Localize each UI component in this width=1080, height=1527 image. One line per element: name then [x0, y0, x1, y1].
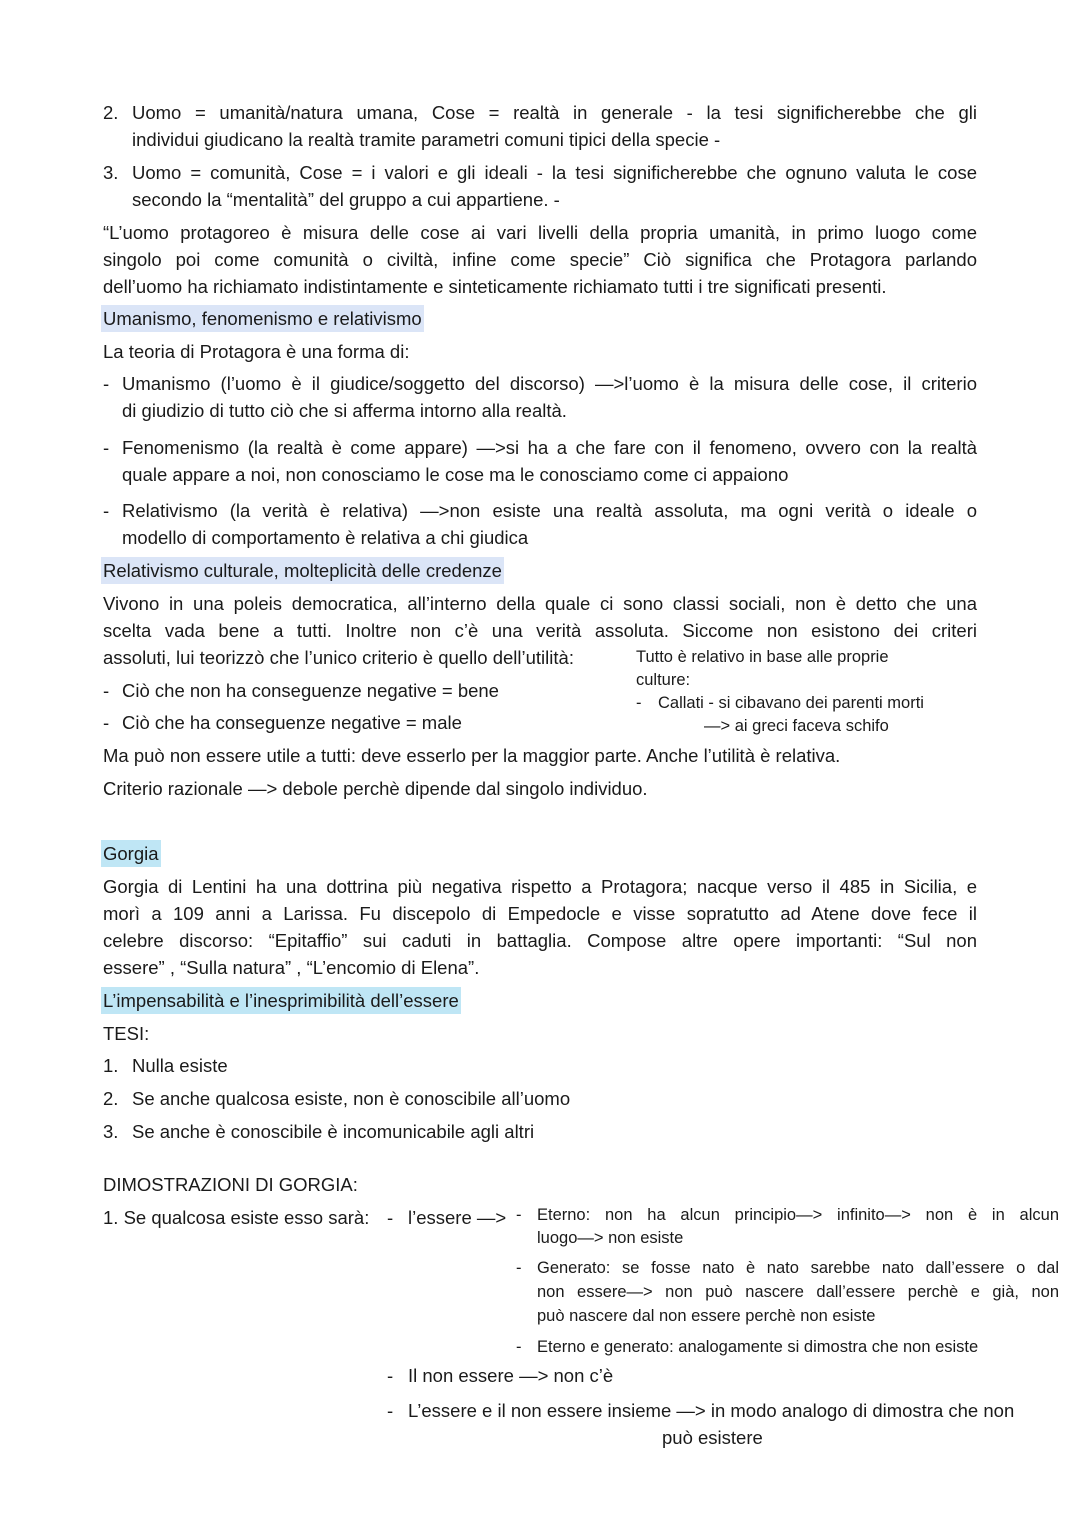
list-item-text: Uomo = comunità, Cose = i valori e gli ideali - la tesi significherebbe che ognuno valuta le cose — [132, 162, 977, 183]
list-item-text: Ciò che ha conseguenze negative = male — [122, 712, 462, 733]
paragraph-line: La teoria di Protagora è una forma di: — [103, 341, 410, 362]
sub-item-text: Eterno: non ha alcun principio—> infinito—> non è in alcun — [537, 1206, 1059, 1224]
list-item-text: Umanismo (l’uomo è il giudice/soggetto del discorso) —>l’uomo è la misura delle cose, il criterio — [122, 373, 977, 394]
list-number: 2. — [103, 1088, 119, 1109]
dimostrazioni-label: DIMOSTRAZIONI DI GORGIA: — [103, 1174, 358, 1195]
bullet-dash: - — [103, 712, 110, 733]
paragraph-line: essere” , “Sulla natura” , “L’encomio di Elena”. — [103, 957, 480, 978]
paragraph-line: Vivono in una poleis democratica, all’interno della quale ci sono classi sociali, non è detto che una — [103, 593, 977, 614]
sub-item-text: Eterno e generato: analogamente si dimostra che non esiste — [537, 1338, 979, 1356]
paragraph-line: scelta vada bene a tutti. Inoltre non c’è una verità assoluta. Siccome non esistono dei criteri — [103, 620, 977, 641]
list-item-text: individui giudicano la realtà tramite parametri comuni tipici della specie - — [132, 129, 721, 150]
paragraph-line: dell’uomo ha richiamato indistintamente e sinteticamente richiamato tutti i tre significati presenti. — [103, 276, 887, 297]
bullet-dash: - — [387, 1400, 394, 1421]
section-heading: Gorgia — [101, 840, 161, 867]
bullet-dash: - — [636, 694, 642, 712]
bullet-dash: - — [103, 373, 110, 394]
list-item-text: quale appare a noi, non conosciamo le cose ma le conosciamo come ci appaiono — [122, 464, 789, 485]
list-item-text: Se anche qualcosa esiste, non è conoscibile all’uomo — [132, 1088, 571, 1109]
list-number: 3. — [103, 1121, 119, 1142]
list-item-text: Relativismo (la verità è relativa) —>non esiste una realtà assoluta, ma ogni verità o ideale o — [122, 500, 977, 521]
dimostrazione-1-label: 1. Se qualcosa esiste esso sarà: — [103, 1207, 370, 1228]
list-number: 2. — [103, 102, 119, 123]
paragraph-line: celebre discorso: “Epitaffio” sui caduti in battaglia. Compose altre opere importanti: “Sul non — [103, 930, 977, 951]
tesi-label: TESI: — [103, 1023, 150, 1044]
essere-label: l’essere —> — [408, 1207, 507, 1228]
bullet-dash: - — [103, 680, 110, 701]
section-heading: Umanismo, fenomenismo e relativismo — [101, 305, 424, 332]
list-item-text: Fenomenismo (la realtà è come appare) —>si ha a che fare con il fenomeno, ovvero con la realtà — [122, 437, 977, 458]
section-heading: L’impensabilità e l’inesprimibilità dell’essere — [101, 987, 461, 1014]
list-item-text: Se anche è conoscibile è incomunicabile agli altri — [132, 1121, 535, 1142]
section-heading: Relativismo culturale, molteplicità delle credenze — [101, 557, 504, 584]
paragraph-line: Criterio razionale —> debole perchè dipende dal singolo individuo. — [103, 778, 648, 799]
sub-item-text: luogo—> non esiste — [537, 1229, 684, 1247]
side-note-line: —> ai greci faceva schifo — [704, 717, 889, 735]
paragraph-line: Ma può non essere utile a tutti: deve esserlo per la maggior parte. Anche l’utilità è relativa. — [103, 745, 841, 766]
list-item-text: Uomo = umanità/natura umana, Cose = realtà in generale - la tesi significherebbe che gli — [132, 102, 977, 123]
bullet-dash: - — [103, 500, 110, 521]
list-number: 1. — [103, 1055, 119, 1076]
list-item-text: può esistere — [662, 1427, 763, 1448]
bullet-dash: - — [103, 437, 110, 458]
list-item-text: modello di comportamento è relativa a chi giudica — [122, 527, 529, 548]
list-item-text: Ciò che non ha conseguenze negative = bene — [122, 680, 499, 701]
bullet-dash: - — [387, 1365, 394, 1386]
list-item-text: L’essere e il non essere insieme —> in modo analogo di dimostra che non — [408, 1400, 1015, 1421]
side-note-line: culture: — [636, 671, 691, 689]
list-item-text: Nulla esiste — [132, 1055, 228, 1076]
paragraph-line: singolo poi come comunità o civiltà, infine come specie” Ciò significa che Protagora parlando — [103, 249, 977, 270]
bullet-dash: - — [516, 1338, 522, 1356]
sub-item-text: Generato: se fosse nato è nato sarebbe nato dall’essere o dal — [537, 1259, 1059, 1277]
side-note-line: Callati - si cibavano dei parenti morti — [658, 694, 924, 712]
bullet-dash: - — [516, 1206, 522, 1224]
paragraph-line: “L’uomo protagoreo è misura delle cose ai vari livelli della propria umanità, in primo luogo come — [103, 222, 977, 243]
bullet-dash: - — [387, 1207, 394, 1228]
sub-item-text: può nascere dal non essere perchè non esiste — [537, 1307, 876, 1325]
list-item-text: Il non essere —> non c’è — [408, 1365, 614, 1386]
bullet-dash: - — [516, 1259, 522, 1277]
sub-item-text: non essere—> non può nascere dall’essere perchè e già, non — [537, 1283, 1059, 1301]
paragraph-line: Gorgia di Lentini ha una dottrina più negativa rispetto a Protagora; nacque verso il 485 in Sicilia, e — [103, 876, 977, 897]
paragraph-line: assoluti, lui teorizzò che l’unico criterio è quello dell’utilità: — [103, 647, 574, 668]
list-item-text: di giudizio di tutto ciò che si afferma intorno alla realtà. — [122, 400, 567, 421]
paragraph-line: morì a 109 anni a Larissa. Fu discepolo di Empedocle e visse sopratutto ad Atene dove fece il — [103, 903, 977, 924]
side-note-line: Tutto è relativo in base alle proprie — [636, 648, 889, 666]
list-item-text: secondo la “mentalità” del gruppo a cui appartiene. - — [132, 189, 560, 210]
list-number: 3. — [103, 162, 119, 183]
